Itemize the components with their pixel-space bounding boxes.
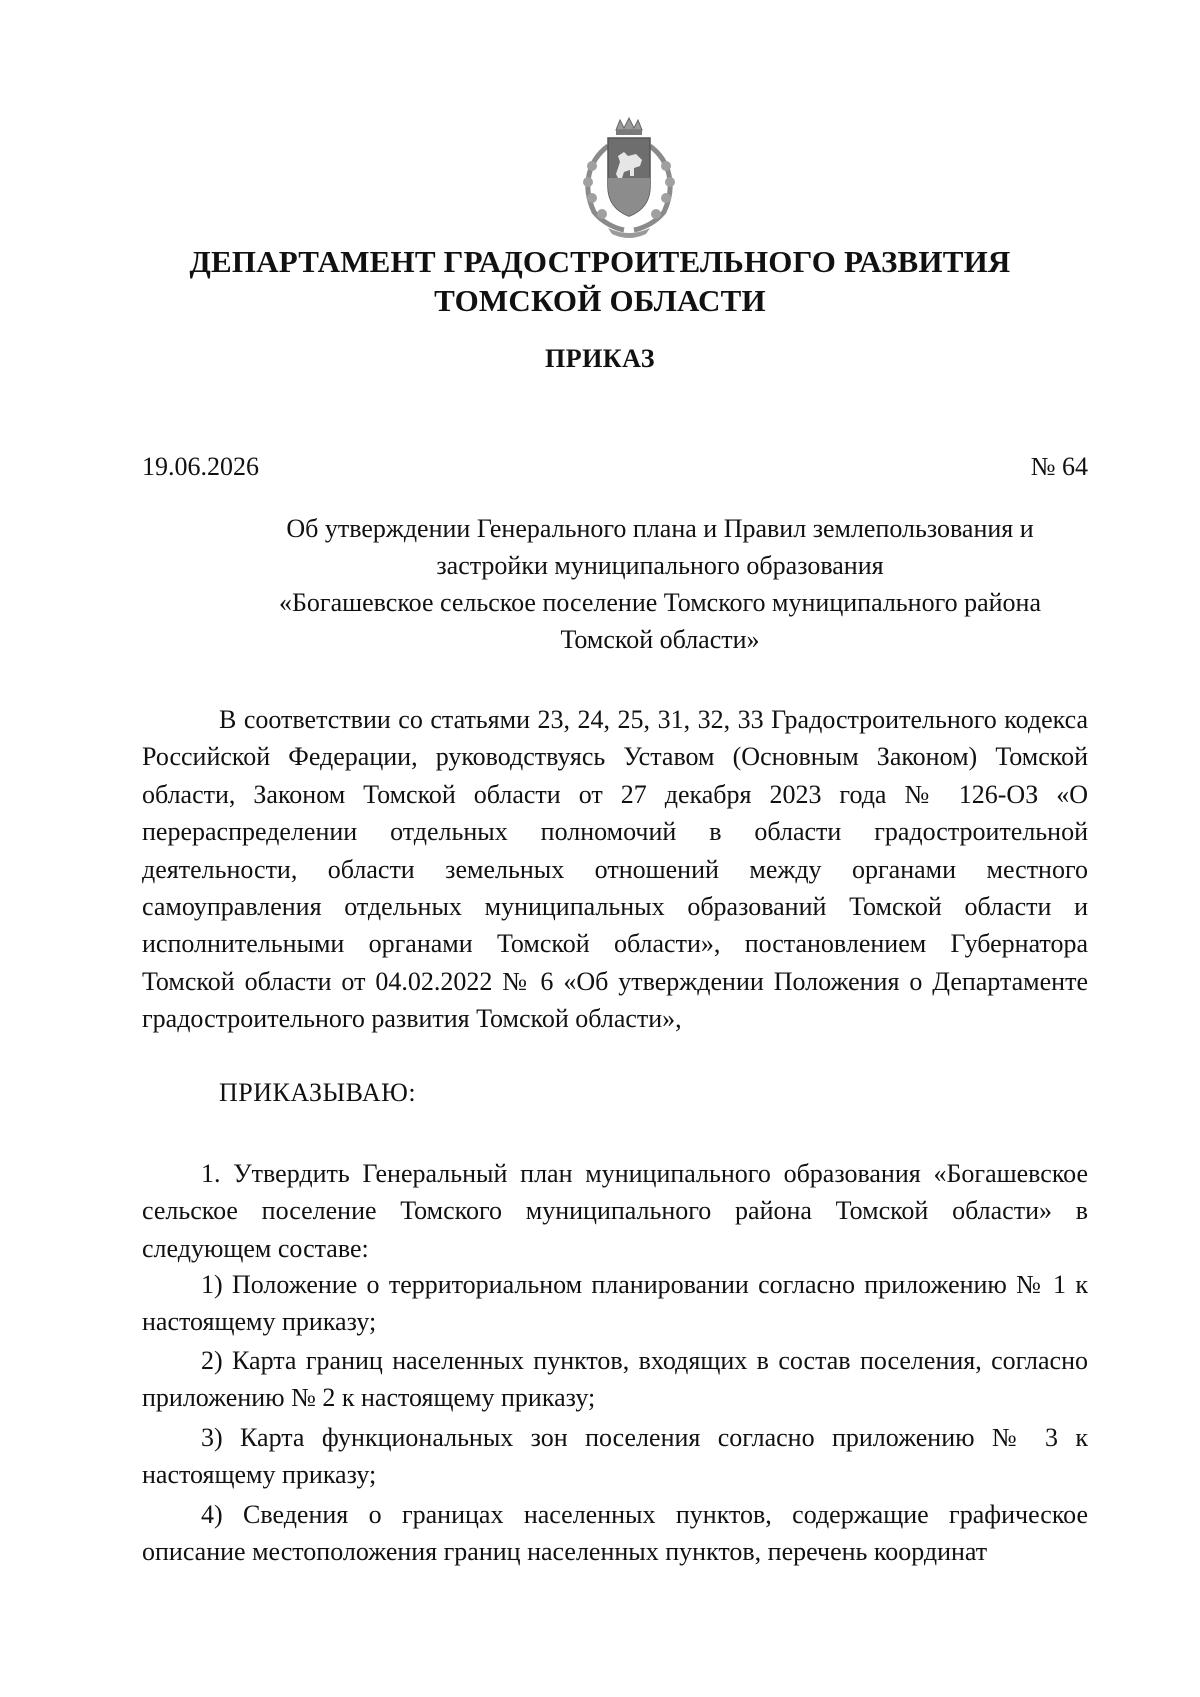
list-item: 3) Карта функциональных зон поселения согласно приложению № 3 к настоящему приказу; (142, 1423, 1088, 1490)
order-title: ПРИКАЗ (544, 344, 656, 373)
order-subject (230, 510, 1090, 658)
order-number: № 64 (1030, 452, 1088, 481)
list-item: 1) Положение о территориальном планировании согласно приложению № 1 к настоящему приказу; (142, 1270, 1088, 1337)
point-1-paragraph: 1. Утвердить Генеральный план муниципального образования «Богашевское сельское поселение Томского муниципального района Томской области» в следующем составе: (142, 1159, 1088, 1263)
subject-line: «Богашевское сельское поселение Томского муниципального района (278, 588, 1042, 617)
list-item: 2) Карта границ населенных пунктов, входящих в состав поселения, согласно приложению № 2 к настоящему приказу; (142, 1346, 1088, 1413)
subject-line: Об утверждении Генерального плана и Правил землепользования и (286, 514, 1034, 543)
decree-word: ПРИКАЗЫВАЮ: (219, 1078, 417, 1107)
order-date: 19.06.2026 (142, 452, 259, 481)
department-name-line1: ДЕПАРТАМЕНТ ГРАДОСТРОИТЕЛЬНОГО РАЗВИТИЯ (189, 244, 1011, 279)
list-item: 4) Сведения о границах населенных пунктов, содержащие графическое описание местоположения границ населенных пунктов, перечень координат (142, 1500, 1088, 1567)
subject-line: застройки муниципального образования (436, 551, 884, 580)
preamble-paragraph: В соответствии со статьями 23, 24, 25, 31, 32, 33 Градостроительного кодекса Российской Федерации, руководствуясь Уставом (Основным Законом) Томской области, Законом Томской области от 27 декабря 2023 года № 126-ОЗ «О перераспределении отдельных полномочий в области градостроительной деятельности, области земельных отношений между органами местного самоуправления отдельных муниципальных образований Томской области и исполнительными органами Томской области», постановлением Губернатора Томской области от 04.02.2022 № 6 «Об утверждении Положения о Департаменте градостроительного развития Томской области», (142, 705, 1088, 1034)
department-name-line2: ТОМСКОЙ ОБЛАСТИ (434, 283, 766, 318)
coat-of-arms-icon (568, 116, 690, 240)
subject-line: Томской области» (560, 625, 760, 654)
